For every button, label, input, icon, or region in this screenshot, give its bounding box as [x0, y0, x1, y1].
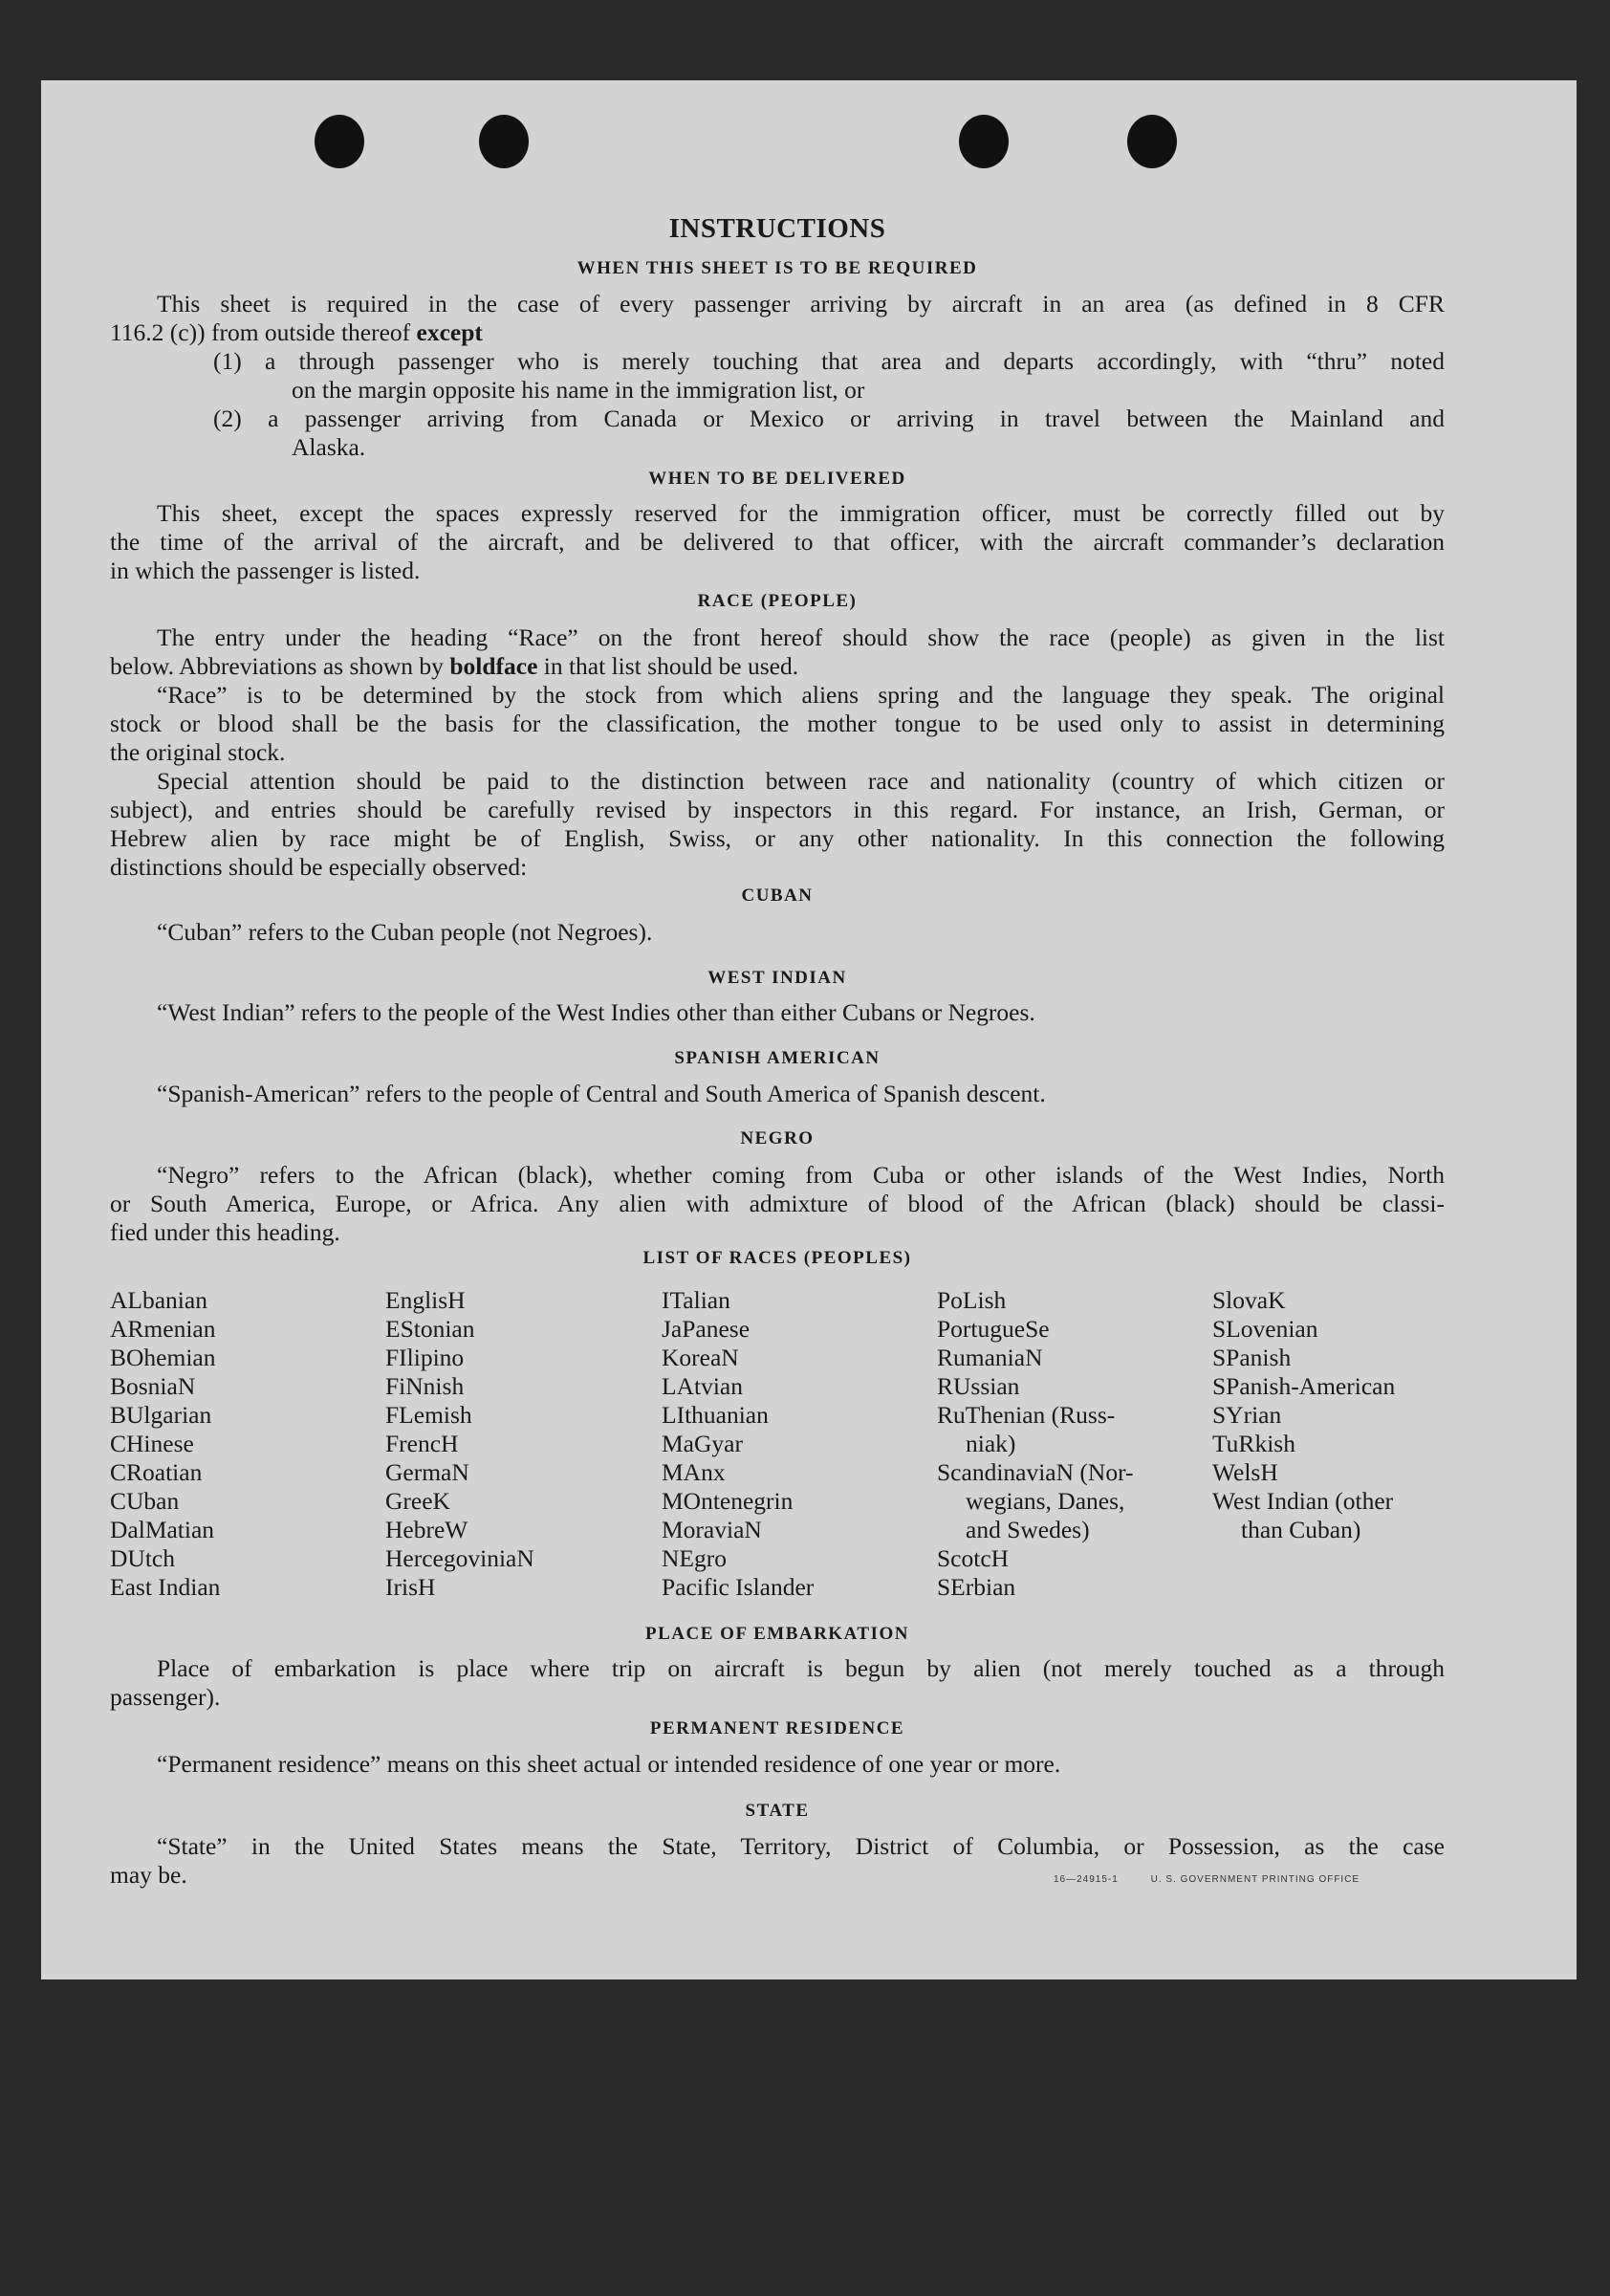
- race-entry: than Cuban): [1241, 1516, 1361, 1543]
- punch-hole: [315, 115, 364, 168]
- text-segment: Alaska.: [292, 433, 366, 461]
- text-line: [110, 998, 1445, 1027]
- text-segment: Place of embarkation is place where trip on aircraft is begun by alien (not merely touched as a through: [157, 1654, 1445, 1682]
- text-segment: may be.: [110, 1861, 187, 1889]
- text-line: [110, 1190, 1445, 1218]
- section-heading: WHEN TO BE DELIVERED: [648, 469, 906, 489]
- race-entry: DalMatian: [110, 1516, 215, 1543]
- section-heading: STATE: [745, 1801, 810, 1821]
- printer-credit: U. S. GOVERNMENT PRINTING OFFICE: [1150, 1874, 1360, 1885]
- text-line: [110, 652, 1445, 681]
- section-heading: RACE (PEOPLE): [697, 591, 858, 611]
- text-line: [110, 1080, 1445, 1108]
- text-segment: fied under this heading.: [110, 1218, 340, 1246]
- text-segment: 116.2 (c)) from outside thereof: [110, 318, 417, 346]
- section-paragraph: [110, 499, 1445, 585]
- text-segment: The entry under the heading “Race” on the front hereof should show the race (people) as given in the list: [157, 623, 1445, 651]
- text-line: [110, 767, 1445, 796]
- race-entry: BOhemian: [110, 1344, 216, 1371]
- text-line: [110, 376, 1445, 405]
- race-entry: HercegoviniaN: [385, 1544, 534, 1572]
- race-entry: NEgro: [662, 1544, 727, 1572]
- race-entry: ScotcH: [937, 1544, 1010, 1572]
- section-heading: LIST OF RACES (PEOPLES): [642, 1248, 912, 1268]
- races-column: [1212, 1286, 1395, 1544]
- text-segment: the original stock.: [110, 738, 286, 766]
- race-entry: MAnx: [662, 1458, 726, 1486]
- races-column: [662, 1286, 814, 1602]
- section-heading: WHEN THIS SHEET IS TO BE REQUIRED: [577, 258, 978, 278]
- race-entry: ALbanian: [110, 1286, 207, 1314]
- race-entry: East Indian: [110, 1573, 221, 1601]
- text-line: [110, 918, 1445, 947]
- text-line: [110, 623, 1445, 652]
- section-paragraph: [110, 998, 1445, 1027]
- text-segment: stock or blood shall be the basis for the classification, the mother tongue to be used only to assist in determining: [110, 710, 1445, 737]
- document-title: INSTRUCTIONS: [668, 213, 886, 244]
- race-entry: ScandinaviaN (Nor-: [937, 1458, 1134, 1486]
- text-line: [110, 1161, 1445, 1190]
- text-segment: passenger).: [110, 1683, 221, 1711]
- text-segment: or South America, Europe, or Africa. Any alien with admixture of blood of the African (black) should be classi-: [110, 1190, 1445, 1217]
- bold-text: boldface: [449, 652, 538, 680]
- race-entry: PortugueSe: [937, 1315, 1050, 1343]
- text-segment: “State” in the United States means the State, Territory, District of Columbia, or Possession, as the case: [157, 1832, 1445, 1860]
- text-line: [110, 710, 1445, 738]
- race-entry: West Indian (other: [1212, 1487, 1394, 1515]
- text-line: [110, 796, 1445, 824]
- text-segment: subject), and entries should be carefully revised by inspectors in this regard. For instance, an Irish, German, or: [110, 796, 1445, 823]
- text-segment: (2) a passenger arriving from Canada or Mexico or arriving in travel between the Mainland and: [213, 405, 1445, 432]
- section-heading: WEST INDIAN: [707, 968, 847, 988]
- text-segment: on the margin opposite his name in the immigration list, or: [292, 376, 865, 404]
- text-line: [110, 347, 1445, 376]
- race-entry: EStonian: [385, 1315, 475, 1343]
- text-segment: in that list should be used.: [537, 652, 799, 680]
- text-segment: This sheet is required in the case of every passenger arriving by aircraft in an area (as defined in 8 CFR: [157, 290, 1445, 317]
- section-paragraph: [110, 1080, 1445, 1108]
- text-segment: distinctions should be especially observed:: [110, 853, 528, 881]
- text-segment: Hebrew alien by race might be of English, Swiss, or any other nationality. In this connection the following: [110, 824, 1445, 852]
- text-segment: Special attention should be paid to the distinction between race and nationality (country of which citizen or: [157, 767, 1445, 795]
- text-line: [110, 1832, 1445, 1861]
- race-entry: SlovaK: [1212, 1286, 1286, 1314]
- form-number: 16—24915-1: [1054, 1874, 1119, 1885]
- text-line: [110, 1683, 1445, 1712]
- text-line: [110, 405, 1445, 433]
- section-paragraph: [110, 290, 1445, 462]
- race-entry: TuRkish: [1212, 1430, 1295, 1457]
- text-segment: the time of the arrival of the aircraft, and be delivered to that officer, with the aircraft commander’s declaration: [110, 528, 1445, 556]
- punch-hole: [479, 115, 529, 168]
- text-line: [110, 1750, 1445, 1779]
- race-entry: FrencH: [385, 1430, 459, 1457]
- race-entry: ARmenian: [110, 1315, 216, 1343]
- race-entry: WelsH: [1212, 1458, 1278, 1486]
- text-line: [110, 1654, 1445, 1683]
- text-line: [110, 318, 1445, 347]
- section-paragraph: [110, 1161, 1445, 1247]
- text-segment: “West Indian” refers to the people of the West Indies other than either Cubans or Negroes.: [157, 998, 1035, 1026]
- race-entry: IrisH: [385, 1573, 436, 1601]
- section-heading: SPANISH AMERICAN: [674, 1048, 881, 1068]
- race-entry: SYrian: [1212, 1401, 1282, 1429]
- race-entry: LIthuanian: [662, 1401, 769, 1429]
- race-entry: LAtvian: [662, 1372, 743, 1400]
- text-segment: “Spanish-American” refers to the people of Central and South America of Spanish descent.: [157, 1080, 1046, 1107]
- text-line: [110, 433, 1445, 462]
- bold-text: except: [416, 318, 483, 346]
- race-entry: GreeK: [385, 1487, 450, 1515]
- race-entry: CUban: [110, 1487, 180, 1515]
- text-line: [110, 681, 1445, 710]
- section-paragraph: [110, 1750, 1445, 1779]
- text-segment: This sheet, except the spaces expressly reserved for the immigration officer, must be correctly filled out by: [157, 499, 1445, 527]
- punch-hole: [959, 115, 1009, 168]
- text-line: [110, 1218, 1445, 1247]
- race-entry: CRoatian: [110, 1458, 203, 1486]
- race-entry: SLovenian: [1212, 1315, 1318, 1343]
- race-entry: GermaN: [385, 1458, 469, 1486]
- race-entry: CHinese: [110, 1430, 194, 1457]
- race-entry: KoreaN: [662, 1344, 739, 1371]
- section-paragraph: [110, 1654, 1445, 1712]
- race-entry: MoraviaN: [662, 1516, 762, 1543]
- race-entry: JaPanese: [662, 1315, 751, 1343]
- text-segment: in which the passenger is listed.: [110, 557, 421, 584]
- races-column: [385, 1286, 534, 1602]
- text-segment: “Race” is to be determined by the stock from which aliens spring and the language they speak. The original: [157, 681, 1445, 709]
- races-column: [937, 1286, 1134, 1602]
- text-line: [110, 499, 1445, 528]
- race-entry: BosniaN: [110, 1372, 196, 1400]
- text-segment: “Permanent residence” means on this sheet actual or intended residence of one year or more.: [157, 1750, 1061, 1778]
- race-entry: DUtch: [110, 1544, 175, 1572]
- text-segment: “Negro” refers to the African (black), whether coming from Cuba or other islands of the West Indies, North: [157, 1161, 1445, 1189]
- race-entry: SPanish-American: [1212, 1372, 1396, 1400]
- section-heading: CUBAN: [741, 886, 814, 906]
- text-line: [110, 290, 1445, 318]
- section-heading: PERMANENT RESIDENCE: [649, 1718, 905, 1738]
- race-entry: ITalian: [662, 1286, 730, 1314]
- race-entry: and Swedes): [966, 1516, 1090, 1543]
- section-paragraph: [110, 918, 1445, 947]
- race-entry: niak): [966, 1430, 1016, 1457]
- text-segment: “Cuban” refers to the Cuban people (not Negroes).: [157, 918, 653, 946]
- print-footer: [1054, 1874, 1388, 1885]
- race-entry: wegians, Danes,: [966, 1487, 1125, 1515]
- text-line: [110, 528, 1445, 557]
- race-entry: PoLish: [937, 1286, 1007, 1314]
- race-entry: BUlgarian: [110, 1401, 212, 1429]
- text-line: [110, 738, 1445, 767]
- race-entry: RUssian: [937, 1372, 1020, 1400]
- section-heading: PLACE OF EMBARKATION: [645, 1624, 909, 1644]
- text-segment: (1) a through passenger who is merely touching that area and departs accordingly, with “thru” noted: [213, 347, 1445, 375]
- race-entry: SErbian: [937, 1573, 1016, 1601]
- race-entry: HebreW: [385, 1516, 468, 1543]
- section-heading: NEGRO: [740, 1128, 815, 1148]
- race-entry: EnglisH: [385, 1286, 466, 1314]
- race-entry: RumaniaN: [937, 1344, 1043, 1371]
- race-entry: FLemish: [385, 1401, 472, 1429]
- race-entry: MaGyar: [662, 1430, 743, 1457]
- race-entry: SPanish: [1212, 1344, 1292, 1371]
- race-entry: MOntenegrin: [662, 1487, 794, 1515]
- text-line: [110, 824, 1445, 853]
- section-paragraph: [110, 623, 1445, 882]
- text-line: [110, 853, 1445, 882]
- text-segment: below. Abbreviations as shown by: [110, 652, 450, 680]
- race-entry: Pacific Islander: [662, 1573, 815, 1601]
- race-entry: RuThenian (Russ-: [937, 1401, 1116, 1429]
- text-line: [110, 557, 1445, 585]
- races-column: [110, 1286, 220, 1602]
- race-entry: FIlipino: [385, 1344, 465, 1371]
- race-entry: FiNnish: [385, 1372, 465, 1400]
- punch-hole: [1127, 115, 1177, 168]
